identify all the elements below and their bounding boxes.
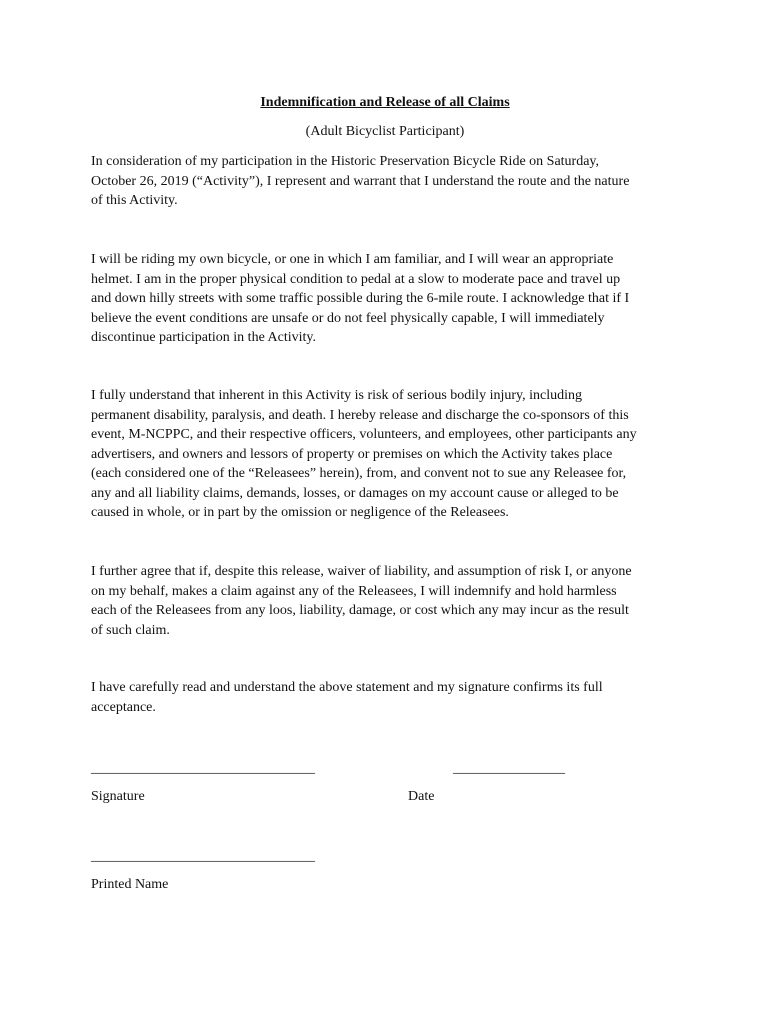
paragraph-line: October 26, 2019 (“Activity”), I represent and warrant that I understand the route and the nature bbox=[91, 173, 630, 189]
document-subtitle: (Adult Bicyclist Participant) bbox=[305, 124, 465, 139]
paragraph-line: discontinue participation in the Activity. bbox=[91, 330, 316, 345]
paragraph-line: acceptance. bbox=[91, 699, 156, 715]
paragraph-line: event, M-NCPPC, and their respective officers, volunteers, and employees, other participants any bbox=[91, 427, 637, 442]
paragraph-line: and down hilly streets with some traffic possible during the 6-mile route. I acknowledge that if I bbox=[91, 291, 630, 306]
paragraph-risk-release bbox=[91, 386, 691, 523]
paragraph-indemnify bbox=[91, 562, 691, 640]
signature-label: Signature bbox=[91, 789, 145, 804]
printed-name-line[interactable]: ________________________________ bbox=[91, 849, 315, 864]
paragraph-line: permanent disability, paralysis, and death. I hereby release and discharge the co-sponsors of this bbox=[91, 407, 629, 423]
paragraph-line: of this Activity. bbox=[91, 193, 178, 208]
paragraph-acceptance bbox=[91, 678, 691, 717]
paragraph-line: on my behalf, makes a claim against any of the Releasees, I will indemnify and hold harmless bbox=[91, 583, 617, 599]
paragraph-line: caused in whole, or in part by the omission or negligence of the Releasees. bbox=[91, 505, 509, 520]
paragraph-line: I fully understand that inherent in this Activity is risk of serious bodily injury, including bbox=[91, 388, 582, 403]
paragraph-line: I have carefully read and understand the above statement and my signature confirms its full bbox=[91, 680, 603, 695]
paragraph-line: I will be riding my own bicycle, or one in which I am familiar, and I will wear an appropriate bbox=[91, 252, 614, 267]
date-label: Date bbox=[408, 789, 435, 804]
paragraph-line: helmet. I am in the proper physical condition to pedal at a slow to moderate pace and travel up bbox=[91, 271, 621, 287]
document-title: Indemnification and Release of all Claims bbox=[260, 95, 510, 110]
paragraph-line: advertisers, and owners and lessors of property or premises on which the Activity takes place bbox=[91, 446, 613, 462]
signature-line[interactable]: ________________________________ bbox=[91, 761, 315, 776]
date-line[interactable]: ________________ bbox=[453, 761, 565, 776]
paragraph-line: each of the Releasees from any loos, liability, damage, or cost which any may incur as the result bbox=[91, 603, 629, 618]
paragraph-line: believe the event conditions are unsafe or do not feel physically capable, I will immediately bbox=[91, 310, 605, 326]
paragraph-line: of such claim. bbox=[91, 622, 170, 638]
paragraph-line: I further agree that if, despite this release, waiver of liability, and assumption of risk I, or anyone bbox=[91, 564, 632, 579]
paragraph-line: In consideration of my participation in the Historic Preservation Bicycle Ride on Saturday, bbox=[91, 154, 600, 169]
paragraph-line: any and all liability claims, demands, losses, or damages on my account cause or alleged to be bbox=[91, 485, 619, 501]
paragraph-consideration bbox=[91, 152, 691, 211]
printed-name-label: Printed Name bbox=[91, 877, 169, 892]
paragraph-line: (each considered one of the “Releasees” herein), from, and convent not to sue any Releasee for, bbox=[91, 466, 627, 481]
paragraph-bicycle-condition bbox=[91, 250, 691, 348]
